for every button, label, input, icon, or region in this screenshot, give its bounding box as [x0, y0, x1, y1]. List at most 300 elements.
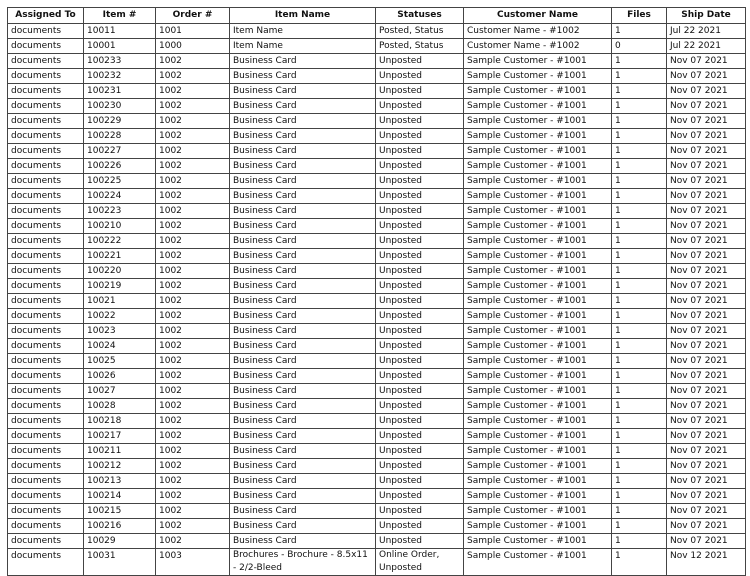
order-number-cell: 1002	[156, 414, 230, 429]
assigned-to-cell: documents	[8, 474, 84, 489]
table-row	[8, 39, 746, 54]
table-row	[8, 84, 746, 99]
col-header-customer-name: Customer Name	[464, 8, 612, 24]
ship-date-cell: Nov 07 2021	[667, 339, 746, 354]
ship-date-cell: Nov 07 2021	[667, 204, 746, 219]
customer-name-cell: Sample Customer - #1001	[464, 84, 612, 99]
order-number-cell: 1002	[156, 279, 230, 294]
col-header-ship-date: Ship Date	[667, 8, 746, 24]
ship-date-cell: Nov 07 2021	[667, 159, 746, 174]
item-number-cell: 100221	[84, 249, 156, 264]
order-number-cell: 1002	[156, 264, 230, 279]
item-number-cell: 100226	[84, 159, 156, 174]
item-name-cell: Business Card	[230, 474, 376, 489]
files-cell: 1	[612, 249, 667, 264]
item-name-cell: Business Card	[230, 249, 376, 264]
item-number-cell: 100218	[84, 414, 156, 429]
item-name-cell: Business Card	[230, 429, 376, 444]
files-cell: 1	[612, 489, 667, 504]
order-number-cell: 1002	[156, 399, 230, 414]
customer-name-cell: Customer Name - #1002	[464, 24, 612, 39]
customer-name-cell: Sample Customer - #1001	[464, 129, 612, 144]
customer-name-cell: Sample Customer - #1001	[464, 384, 612, 399]
item-number-cell: 10011	[84, 24, 156, 39]
assigned-to-cell: documents	[8, 459, 84, 474]
order-number-cell: 1002	[156, 354, 230, 369]
statuses-cell: Unposted	[376, 69, 464, 84]
files-cell: 1	[612, 399, 667, 414]
assigned-to-cell: documents	[8, 519, 84, 534]
ship-date-cell: Nov 07 2021	[667, 84, 746, 99]
order-number-cell: 1002	[156, 129, 230, 144]
order-number-cell: 1002	[156, 69, 230, 84]
customer-name-cell: Sample Customer - #1001	[464, 204, 612, 219]
customer-name-cell: Sample Customer - #1001	[464, 489, 612, 504]
files-cell: 1	[612, 294, 667, 309]
item-name-cell: Business Card	[230, 309, 376, 324]
files-cell: 1	[612, 24, 667, 39]
item-number-cell: 100233	[84, 54, 156, 69]
customer-name-cell: Sample Customer - #1001	[464, 159, 612, 174]
item-name-cell: Business Card	[230, 189, 376, 204]
assigned-to-cell: documents	[8, 429, 84, 444]
files-cell: 1	[612, 234, 667, 249]
assigned-to-cell: documents	[8, 39, 84, 54]
files-cell: 1	[612, 264, 667, 279]
item-number-cell: 100225	[84, 174, 156, 189]
customer-name-cell: Sample Customer - #1001	[464, 504, 612, 519]
ship-date-cell: Nov 07 2021	[667, 279, 746, 294]
item-name-cell: Business Card	[230, 399, 376, 414]
table-row	[8, 234, 746, 249]
order-number-cell: 1002	[156, 504, 230, 519]
table-row	[8, 69, 746, 84]
item-name-cell: Business Card	[230, 534, 376, 549]
item-name-cell: Business Card	[230, 219, 376, 234]
item-name-cell: Item Name	[230, 24, 376, 39]
item-name-cell: Business Card	[230, 114, 376, 129]
item-name-cell: Business Card	[230, 174, 376, 189]
ship-date-cell: Nov 07 2021	[667, 99, 746, 114]
order-number-cell: 1002	[156, 474, 230, 489]
ship-date-cell: Nov 07 2021	[667, 459, 746, 474]
ship-date-cell: Nov 07 2021	[667, 129, 746, 144]
item-number-cell: 100223	[84, 204, 156, 219]
item-number-cell: 100232	[84, 69, 156, 84]
item-name-cell: Business Card	[230, 234, 376, 249]
order-number-cell: 1002	[156, 309, 230, 324]
ship-date-cell: Nov 07 2021	[667, 189, 746, 204]
table-row	[8, 294, 746, 309]
assigned-to-cell: documents	[8, 414, 84, 429]
item-name-cell: Business Card	[230, 459, 376, 474]
ship-date-cell: Nov 07 2021	[667, 324, 746, 339]
ship-date-cell: Nov 07 2021	[667, 504, 746, 519]
item-number-cell: 10029	[84, 534, 156, 549]
item-number-cell: 100227	[84, 144, 156, 159]
item-number-cell: 10021	[84, 294, 156, 309]
statuses-cell: Unposted	[376, 324, 464, 339]
item-number-cell: 100216	[84, 519, 156, 534]
customer-name-cell: Sample Customer - #1001	[464, 339, 612, 354]
order-number-cell: 1002	[156, 444, 230, 459]
ship-date-cell: Nov 07 2021	[667, 354, 746, 369]
files-cell: 1	[612, 309, 667, 324]
items-table	[7, 7, 746, 576]
item-number-cell: 100219	[84, 279, 156, 294]
item-name-cell: Business Card	[230, 264, 376, 279]
item-name-cell: Business Card	[230, 279, 376, 294]
ship-date-cell: Nov 07 2021	[667, 219, 746, 234]
customer-name-cell: Sample Customer - #1001	[464, 399, 612, 414]
assigned-to-cell: documents	[8, 99, 84, 114]
item-name-cell: Brochures - Brochure - 8.5x11 - 2/2-Bleed	[230, 549, 376, 576]
item-number-cell: 100224	[84, 189, 156, 204]
item-number-cell: 10024	[84, 339, 156, 354]
table-row	[8, 459, 746, 474]
files-cell: 1	[612, 129, 667, 144]
statuses-cell: Unposted	[376, 219, 464, 234]
item-name-cell: Business Card	[230, 339, 376, 354]
order-number-cell: 1002	[156, 84, 230, 99]
statuses-cell: Unposted	[376, 294, 464, 309]
customer-name-cell: Sample Customer - #1001	[464, 429, 612, 444]
table-row	[8, 219, 746, 234]
col-header-statuses: Statuses	[376, 8, 464, 24]
ship-date-cell: Nov 07 2021	[667, 69, 746, 84]
table-row	[8, 489, 746, 504]
order-number-cell: 1002	[156, 369, 230, 384]
assigned-to-cell: documents	[8, 114, 84, 129]
table-row	[8, 474, 746, 489]
files-cell: 1	[612, 114, 667, 129]
order-number-cell: 1002	[156, 489, 230, 504]
item-name-cell: Business Card	[230, 294, 376, 309]
order-number-cell: 1003	[156, 549, 230, 576]
assigned-to-cell: documents	[8, 369, 84, 384]
statuses-cell: Unposted	[376, 114, 464, 129]
customer-name-cell: Sample Customer - #1001	[464, 534, 612, 549]
statuses-cell: Unposted	[376, 339, 464, 354]
ship-date-cell: Nov 07 2021	[667, 234, 746, 249]
ship-date-cell: Nov 07 2021	[667, 519, 746, 534]
statuses-cell: Unposted	[376, 309, 464, 324]
statuses-cell: Unposted	[376, 459, 464, 474]
header-row	[8, 8, 746, 24]
customer-name-cell: Customer Name - #1002	[464, 39, 612, 54]
table-row	[8, 174, 746, 189]
customer-name-cell: Sample Customer - #1001	[464, 444, 612, 459]
item-name-cell: Business Card	[230, 519, 376, 534]
table-row	[8, 414, 746, 429]
files-cell: 1	[612, 84, 667, 99]
files-cell: 1	[612, 429, 667, 444]
item-name-cell: Business Card	[230, 84, 376, 99]
order-number-cell: 1002	[156, 144, 230, 159]
assigned-to-cell: documents	[8, 189, 84, 204]
statuses-cell: Unposted	[376, 369, 464, 384]
assigned-to-cell: documents	[8, 144, 84, 159]
ship-date-cell: Nov 07 2021	[667, 489, 746, 504]
item-name-cell: Business Card	[230, 159, 376, 174]
order-number-cell: 1002	[156, 339, 230, 354]
statuses-cell: Unposted	[376, 534, 464, 549]
assigned-to-cell: documents	[8, 324, 84, 339]
ship-date-cell: Nov 07 2021	[667, 114, 746, 129]
assigned-to-cell: documents	[8, 339, 84, 354]
statuses-cell: Unposted	[376, 99, 464, 114]
assigned-to-cell: documents	[8, 279, 84, 294]
statuses-cell: Unposted	[376, 54, 464, 69]
item-number-cell: 100210	[84, 219, 156, 234]
ship-date-cell: Nov 07 2021	[667, 474, 746, 489]
table-row	[8, 324, 746, 339]
col-header-item-name: Item Name	[230, 8, 376, 24]
statuses-cell: Posted, Status	[376, 39, 464, 54]
col-header-files: Files	[612, 8, 667, 24]
customer-name-cell: Sample Customer - #1001	[464, 279, 612, 294]
assigned-to-cell: documents	[8, 69, 84, 84]
statuses-cell: Unposted	[376, 144, 464, 159]
table-row	[8, 189, 746, 204]
statuses-cell: Posted, Status	[376, 24, 464, 39]
files-cell: 0	[612, 39, 667, 54]
assigned-to-cell: documents	[8, 264, 84, 279]
assigned-to-cell: documents	[8, 384, 84, 399]
item-number-cell: 100230	[84, 99, 156, 114]
item-number-cell: 10028	[84, 399, 156, 414]
order-number-cell: 1002	[156, 204, 230, 219]
ship-date-cell: Nov 07 2021	[667, 534, 746, 549]
table-row	[8, 204, 746, 219]
item-number-cell: 100211	[84, 444, 156, 459]
customer-name-cell: Sample Customer - #1001	[464, 549, 612, 576]
files-cell: 1	[612, 189, 667, 204]
table-row	[8, 444, 746, 459]
statuses-cell: Unposted	[376, 399, 464, 414]
order-number-cell: 1002	[156, 324, 230, 339]
ship-date-cell: Nov 07 2021	[667, 294, 746, 309]
statuses-cell: Unposted	[376, 444, 464, 459]
files-cell: 1	[612, 414, 667, 429]
customer-name-cell: Sample Customer - #1001	[464, 144, 612, 159]
table-row	[8, 144, 746, 159]
order-number-cell: 1002	[156, 249, 230, 264]
statuses-cell: Unposted	[376, 504, 464, 519]
assigned-to-cell: documents	[8, 354, 84, 369]
order-number-cell: 1002	[156, 159, 230, 174]
table-row	[8, 279, 746, 294]
order-number-cell: 1002	[156, 429, 230, 444]
files-cell: 1	[612, 549, 667, 576]
statuses-cell: Unposted	[376, 489, 464, 504]
ship-date-cell: Nov 07 2021	[667, 144, 746, 159]
item-name-cell: Business Card	[230, 324, 376, 339]
statuses-cell: Unposted	[376, 174, 464, 189]
customer-name-cell: Sample Customer - #1001	[464, 99, 612, 114]
files-cell: 1	[612, 354, 667, 369]
item-number-cell: 10023	[84, 324, 156, 339]
table-row	[8, 24, 746, 39]
table-row	[8, 549, 746, 576]
customer-name-cell: Sample Customer - #1001	[464, 309, 612, 324]
item-number-cell: 10031	[84, 549, 156, 576]
statuses-cell: Unposted	[376, 414, 464, 429]
item-number-cell: 100222	[84, 234, 156, 249]
assigned-to-cell: documents	[8, 24, 84, 39]
item-name-cell: Business Card	[230, 369, 376, 384]
order-number-cell: 1002	[156, 219, 230, 234]
statuses-cell: Unposted	[376, 474, 464, 489]
statuses-cell: Unposted	[376, 354, 464, 369]
assigned-to-cell: documents	[8, 534, 84, 549]
item-name-cell: Business Card	[230, 504, 376, 519]
ship-date-cell: Jul 22 2021	[667, 24, 746, 39]
customer-name-cell: Sample Customer - #1001	[464, 189, 612, 204]
table-row	[8, 384, 746, 399]
assigned-to-cell: documents	[8, 84, 84, 99]
item-name-cell: Business Card	[230, 144, 376, 159]
ship-date-cell: Nov 07 2021	[667, 309, 746, 324]
item-name-cell: Business Card	[230, 129, 376, 144]
table-row	[8, 249, 746, 264]
files-cell: 1	[612, 384, 667, 399]
item-name-cell: Business Card	[230, 54, 376, 69]
order-number-cell: 1002	[156, 99, 230, 114]
item-name-cell: Item Name	[230, 39, 376, 54]
statuses-cell: Unposted	[376, 519, 464, 534]
assigned-to-cell: documents	[8, 159, 84, 174]
statuses-cell: Unposted	[376, 189, 464, 204]
statuses-cell: Online Order, Unposted	[376, 549, 464, 576]
customer-name-cell: Sample Customer - #1001	[464, 324, 612, 339]
table-row	[8, 264, 746, 279]
assigned-to-cell: documents	[8, 504, 84, 519]
order-number-cell: 1000	[156, 39, 230, 54]
customer-name-cell: Sample Customer - #1001	[464, 294, 612, 309]
customer-name-cell: Sample Customer - #1001	[464, 414, 612, 429]
order-number-cell: 1002	[156, 459, 230, 474]
order-number-cell: 1002	[156, 519, 230, 534]
files-cell: 1	[612, 474, 667, 489]
order-number-cell: 1002	[156, 174, 230, 189]
customer-name-cell: Sample Customer - #1001	[464, 354, 612, 369]
ship-date-cell: Nov 12 2021	[667, 549, 746, 576]
order-number-cell: 1002	[156, 294, 230, 309]
col-header-order-number: Order #	[156, 8, 230, 24]
item-name-cell: Business Card	[230, 489, 376, 504]
order-number-cell: 1002	[156, 234, 230, 249]
item-name-cell: Business Card	[230, 204, 376, 219]
table-row	[8, 114, 746, 129]
customer-name-cell: Sample Customer - #1001	[464, 219, 612, 234]
item-number-cell: 10026	[84, 369, 156, 384]
table-row	[8, 534, 746, 549]
files-cell: 1	[612, 159, 667, 174]
ship-date-cell: Nov 07 2021	[667, 414, 746, 429]
assigned-to-cell: documents	[8, 549, 84, 576]
files-cell: 1	[612, 459, 667, 474]
item-number-cell: 100215	[84, 504, 156, 519]
customer-name-cell: Sample Customer - #1001	[464, 69, 612, 84]
order-number-cell: 1002	[156, 114, 230, 129]
ship-date-cell: Nov 07 2021	[667, 174, 746, 189]
ship-date-cell: Nov 07 2021	[667, 384, 746, 399]
assigned-to-cell: documents	[8, 129, 84, 144]
table-row	[8, 339, 746, 354]
files-cell: 1	[612, 279, 667, 294]
table-row	[8, 504, 746, 519]
statuses-cell: Unposted	[376, 249, 464, 264]
files-cell: 1	[612, 144, 667, 159]
statuses-cell: Unposted	[376, 234, 464, 249]
item-name-cell: Business Card	[230, 384, 376, 399]
item-number-cell: 100213	[84, 474, 156, 489]
item-number-cell: 100231	[84, 84, 156, 99]
item-number-cell: 10022	[84, 309, 156, 324]
table-row	[8, 99, 746, 114]
col-header-item-number: Item #	[84, 8, 156, 24]
statuses-cell: Unposted	[376, 204, 464, 219]
files-cell: 1	[612, 339, 667, 354]
item-name-cell: Business Card	[230, 354, 376, 369]
col-header-assigned-to: Assigned To	[8, 8, 84, 24]
table-row	[8, 54, 746, 69]
order-number-cell: 1002	[156, 534, 230, 549]
assigned-to-cell: documents	[8, 54, 84, 69]
statuses-cell: Unposted	[376, 84, 464, 99]
files-cell: 1	[612, 504, 667, 519]
item-name-cell: Business Card	[230, 99, 376, 114]
item-name-cell: Business Card	[230, 444, 376, 459]
assigned-to-cell: documents	[8, 444, 84, 459]
files-cell: 1	[612, 219, 667, 234]
table-row	[8, 159, 746, 174]
item-number-cell: 100229	[84, 114, 156, 129]
ship-date-cell: Nov 07 2021	[667, 369, 746, 384]
ship-date-cell: Nov 07 2021	[667, 429, 746, 444]
table-row	[8, 309, 746, 324]
statuses-cell: Unposted	[376, 384, 464, 399]
assigned-to-cell: documents	[8, 309, 84, 324]
item-number-cell: 10027	[84, 384, 156, 399]
item-name-cell: Business Card	[230, 414, 376, 429]
files-cell: 1	[612, 324, 667, 339]
statuses-cell: Unposted	[376, 279, 464, 294]
statuses-cell: Unposted	[376, 159, 464, 174]
files-cell: 1	[612, 534, 667, 549]
files-cell: 1	[612, 444, 667, 459]
files-cell: 1	[612, 519, 667, 534]
table-row	[8, 369, 746, 384]
assigned-to-cell: documents	[8, 489, 84, 504]
customer-name-cell: Sample Customer - #1001	[464, 234, 612, 249]
files-cell: 1	[612, 174, 667, 189]
customer-name-cell: Sample Customer - #1001	[464, 174, 612, 189]
files-cell: 1	[612, 69, 667, 84]
customer-name-cell: Sample Customer - #1001	[464, 54, 612, 69]
table-row	[8, 354, 746, 369]
assigned-to-cell: documents	[8, 294, 84, 309]
item-number-cell: 10025	[84, 354, 156, 369]
customer-name-cell: Sample Customer - #1001	[464, 474, 612, 489]
files-cell: 1	[612, 369, 667, 384]
item-number-cell: 100220	[84, 264, 156, 279]
assigned-to-cell: documents	[8, 174, 84, 189]
item-number-cell: 100228	[84, 129, 156, 144]
assigned-to-cell: documents	[8, 234, 84, 249]
table-row	[8, 429, 746, 444]
